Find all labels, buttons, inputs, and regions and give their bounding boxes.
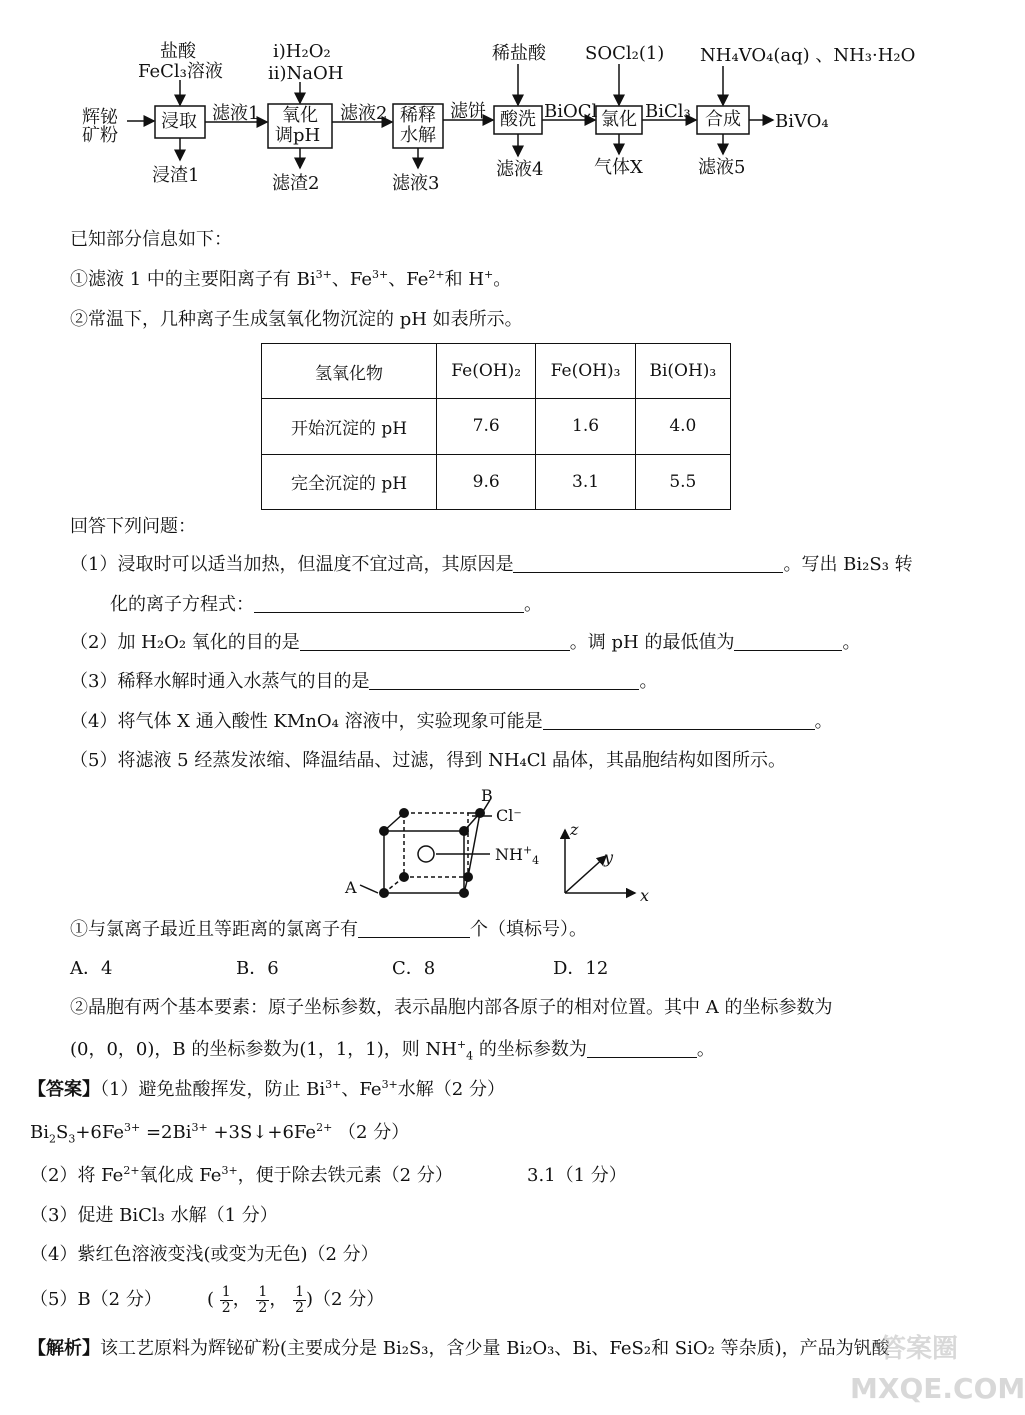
question-2: （2）加 H₂O₂ 氧化的目的是 。调 pH 的最低值为 。 (70, 632, 861, 653)
known-heading: 已知部分信息如下： (70, 229, 232, 250)
flow-raw-material-2: 矿粉 (82, 125, 118, 146)
crystal-label-nh4: $NH^+_4$ (495, 843, 540, 868)
flow-input-nh4vo4: NH₄VO₄(aq) 、NH₃·H₂O (700, 45, 916, 66)
flow-arrow-filtrate2: 滤液2 (340, 103, 388, 124)
answer-3: （3）促进 BiCl₃ 水解（1 分） (30, 1205, 278, 1226)
flow-output-residue2: 滤渣2 (272, 173, 320, 194)
flow-box-ph: 调pH (275, 125, 321, 146)
flow-raw-material-1: 辉铋 (82, 107, 118, 128)
table-cell: 3.1 (536, 454, 635, 509)
analysis-paragraph: 【解析】该工艺原料为辉铋矿粉(主要成分是 Bi₂S₃，含少量 Bi₂O₃、Bi、FeS₂和 SiO₂ 等杂质)，产品为钒酸 (28, 1338, 890, 1359)
question-3: （3）稀释水解时通入水蒸气的目的是 。 (70, 671, 658, 692)
flow-box-acid-wash: 酸洗 (500, 109, 536, 130)
option-a: A．4 (70, 958, 113, 979)
flow-arrow-filtrate1: 滤液1 (212, 103, 260, 124)
flow-box-oxidize: 氧化 (282, 105, 318, 126)
table-header-fe-oh-3: Fe(OH)₃ (536, 344, 635, 399)
table-row-label-complete: 完全沉淀的 pH (262, 454, 437, 509)
flow-arrow-bicl3: BiCl₃ (645, 101, 691, 122)
question-1-line-2: 化的离子方程式： 。 (110, 594, 542, 615)
flow-output-gas-x: 气体X (594, 157, 643, 178)
table-row (262, 399, 731, 454)
crystal-label-a: A (345, 878, 357, 897)
table-cell: 4.0 (635, 399, 730, 454)
table-row-label-start: 开始沉淀的 pH (262, 399, 437, 454)
flow-box-synthesis: 合成 (705, 109, 741, 130)
question-4: （4）将气体 X 通入酸性 KMnO₄ 溶液中，实验现象可能是 。 (70, 711, 833, 732)
flow-input-socl2: SOCl₂(1) (585, 43, 665, 64)
flow-output-filtrate3: 滤液3 (392, 173, 440, 194)
known-item-2: ②常温下，几种离子生成氢氧化物沉淀的 pH 如表所示。 (70, 309, 523, 330)
flow-box-hydrolysis: 水解 (400, 125, 436, 146)
flow-input-naoh: ii)NaOH (268, 63, 344, 84)
questions-intro: 回答下列问题： (70, 516, 196, 537)
answer-4: （4）紫红色溶液变浅(或变为无色)（2 分） (30, 1244, 379, 1265)
flow-output-residue1: 浸渣1 (152, 165, 200, 186)
answer-1: 【答案】（1）避免盐酸挥发，防止 $Bi^{3+}$、$Fe^{3+}$水解（2 分） (28, 1078, 505, 1100)
answer-5: （5）B（2 分） (30, 1289, 162, 1310)
table-cell: 7.6 (437, 399, 536, 454)
flow-input-h2o2: i)H₂O₂ (273, 41, 331, 62)
crystal-label-cl: Cl⁻ (496, 806, 522, 825)
option-c: C．8 (392, 958, 436, 979)
precipitation-ph-table (261, 343, 731, 510)
table-row (262, 454, 731, 509)
option-d: D．12 (553, 958, 609, 979)
fraction: $\frac{1}{2}$ (295, 1283, 304, 1316)
answer-5-coordinates: ( $\frac{1}{2}$ ， $\frac{1}{2}$ ， $\frac{1}{2}$ )（2 分） (207, 1283, 385, 1316)
flow-arrow-filter-cake: 滤饼 (450, 101, 486, 122)
flow-output-filtrate5: 滤液5 (698, 157, 746, 178)
flow-input-hcl: 盐酸 (160, 41, 196, 62)
table-header-bi-oh-3: Bi(OH)₃ (635, 344, 730, 399)
question-5: （5）将滤液 5 经蒸发浓缩、降温结晶、过滤，得到 NH₄Cl 晶体，其晶胞结构如图所示。 (70, 750, 786, 771)
answer-2-ph: 3.1（1 分） (527, 1165, 627, 1186)
question-5-1: ①与氯离子最近且等距离的氯离子有 个（填标号）。 (70, 919, 587, 940)
table-cell: 5.5 (635, 454, 730, 509)
table-cell: 1.6 (536, 399, 635, 454)
table-header-fe-oh-2: Fe(OH)₂ (437, 344, 536, 399)
flow-input-dilute-hcl: 稀盐酸 (492, 43, 546, 64)
question-5-2-line-1: ②晶胞有两个基本要素：原子坐标参数，表示晶胞内部各原子的相对位置。其中 A 的坐标参数为 (70, 997, 833, 1018)
option-b: B．6 (236, 958, 279, 979)
axis-label-z: z (570, 820, 579, 839)
flow-box-dilute: 稀释 (400, 105, 436, 126)
watermark-url: MXQE.COM (850, 1372, 1025, 1405)
crystal-label-b: B (481, 786, 493, 805)
table-row (262, 344, 731, 399)
watermark-logo-text: 答案圈 (880, 1334, 959, 1364)
flow-arrow-biocl: BiOCl (544, 101, 598, 122)
answer-2: （2）将 $Fe^{2+}$氧化成 $Fe^{3+}$，便于除去铁元素（2 分） (30, 1164, 453, 1186)
axis-label-x: x (640, 886, 650, 905)
table-header-hydroxide: 氢氧化物 (262, 344, 437, 399)
flow-box-leach: 浸取 (161, 111, 197, 132)
flow-output-filtrate4: 滤液4 (496, 159, 544, 180)
axis-label-y: y (604, 848, 614, 867)
fraction: $\frac{1}{2}$ (258, 1283, 268, 1316)
fraction: $\frac{1}{2}$ (221, 1283, 231, 1316)
table-cell: 9.6 (437, 454, 536, 509)
answer-1-equation: $Bi_2S_3+6Fe^{3+} =2Bi^{3+}$ $+3S↓+6Fe^{2+}$ （2 分） (30, 1121, 410, 1146)
flow-product: BiVO₄ (775, 111, 829, 132)
known-item-1: ①滤液 1 中的主要阳离子有 $Bi^{3+}$、$Fe^{3+}$、$Fe^{2+}$和 H+。 (70, 268, 512, 290)
flow-box-chlorinate: 氯化 (601, 109, 637, 130)
flow-input-fecl3: FeCl₃溶液 (138, 61, 223, 82)
question-5-2-line-2: (0，0，0)，B 的坐标参数为(1，1，1)，则 $NH^+_4$ 的坐标参数为 。 (70, 1038, 715, 1063)
question-1-line-1: （1）浸取时可以适当加热，但温度不宜过高，其原因是 。写出 Bi₂S₃ 转 (70, 554, 913, 575)
